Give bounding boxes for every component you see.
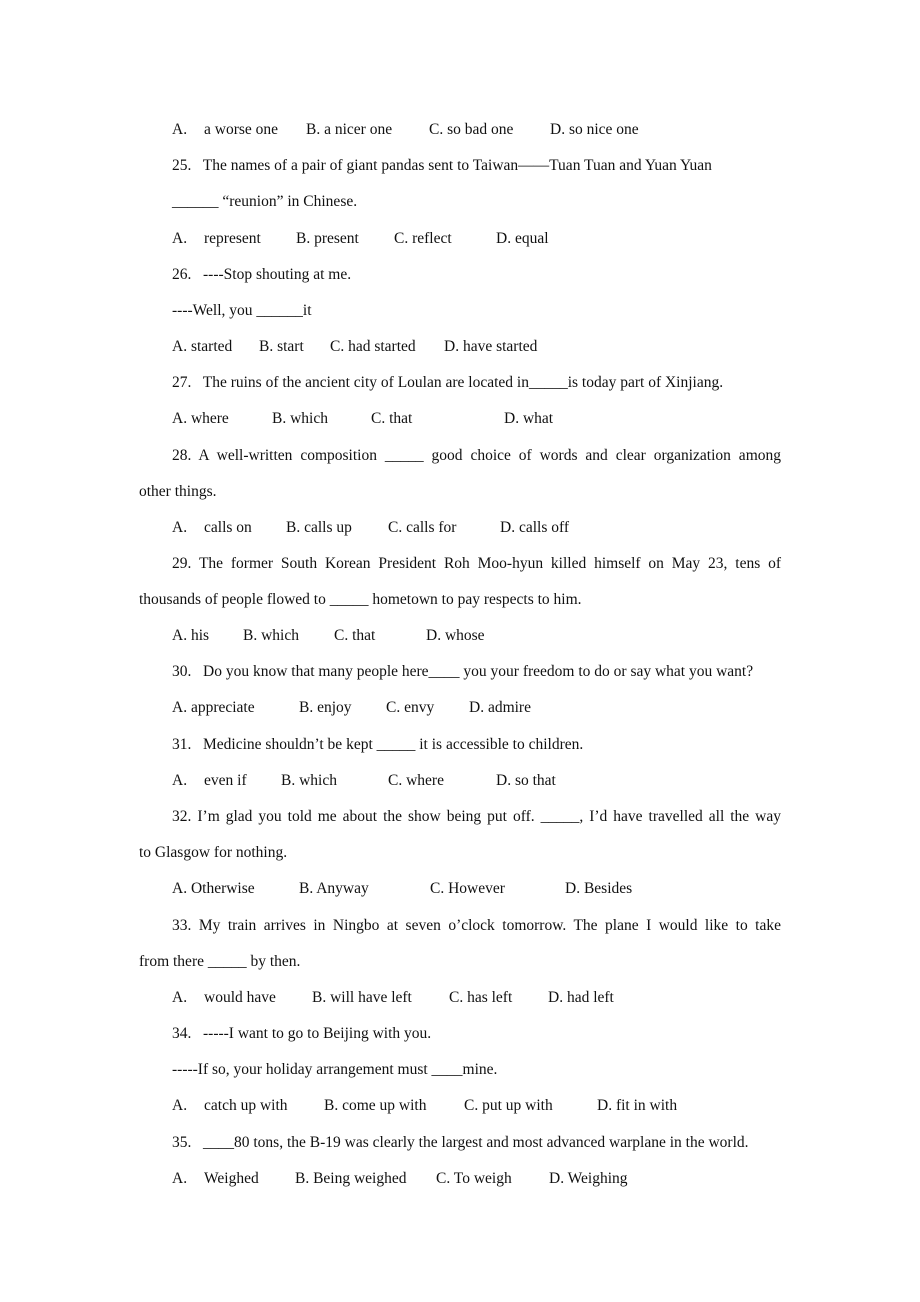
option-c: C. To weigh [436, 1170, 512, 1187]
question-25: 25. The names of a pair of giant pandas sent to Taiwan——Tuan Tuan and Yuan Yuan [172, 157, 712, 174]
option-a: A. started [172, 338, 233, 355]
option-a: A. his [172, 627, 210, 644]
question-27: 27. The ruins of the ancient city of Loulan are located in_____is today part of Xinjiang. [172, 374, 724, 391]
option-a: A. Otherwise [172, 880, 255, 897]
option-b: B. calls up [286, 519, 352, 536]
option-d: D. calls off [500, 519, 570, 536]
question-29-cont: thousands of people flowed to _____ hometown to pay respects to him. [139, 591, 582, 608]
option-b: B. a nicer one [306, 121, 393, 138]
question-32-cont: to Glasgow for nothing. [139, 844, 288, 861]
question-33: 33. My train arrives in Ningbo at seven o’clock tomorrow. The plane I would like to take [172, 917, 781, 934]
option-c: C. However [430, 880, 505, 897]
option-d: D. what [504, 410, 554, 427]
option-a-label: A. [172, 989, 188, 1006]
option-d: D. so that [496, 772, 556, 789]
option-a: represent [204, 230, 261, 247]
question-28-cont: other things. [139, 483, 217, 500]
option-a-label: A. [172, 1170, 188, 1187]
option-a: catch up with [204, 1097, 288, 1114]
option-c: C. has left [449, 989, 513, 1006]
option-a: would have [204, 989, 276, 1006]
option-b: B. Anyway [299, 880, 369, 897]
option-c: C. calls for [388, 519, 457, 536]
question-30: 30. Do you know that many people here____ you your freedom to do or say what you want? [172, 663, 754, 680]
question-32: 32. I’m glad you told me about the show being put off. _____, I’d have travelled all the way [172, 808, 781, 825]
question-31: 31. Medicine shouldn’t be kept _____ it is accessible to children. [172, 736, 584, 753]
option-b: B. come up with [324, 1097, 427, 1114]
option-c: C. envy [386, 699, 435, 716]
question-34: 34. -----I want to go to Beijing with you. [172, 1025, 432, 1042]
option-a: Weighed [204, 1170, 259, 1187]
option-a-label: A. [172, 121, 188, 138]
option-a: A. where [172, 410, 229, 427]
option-c: C. that [371, 410, 413, 427]
option-d: D. so nice one [550, 121, 639, 138]
option-c: C. reflect [394, 230, 452, 247]
option-b: B. Being weighed [295, 1170, 407, 1187]
option-d: D. admire [469, 699, 531, 716]
question-34-cont: -----If so, your holiday arrangement must ____mine. [172, 1061, 498, 1078]
question-26-cont: ----Well, you ______it [172, 302, 312, 319]
option-a: even if [204, 772, 247, 789]
option-c: C. so bad one [429, 121, 514, 138]
option-b: B. enjoy [299, 699, 352, 716]
question-25-cont: ______ “reunion” in Chinese. [172, 193, 358, 210]
question-29: 29. The former South Korean President Roh Moo-hyun killed himself on May 23, tens of [172, 555, 781, 572]
option-b: B. will have left [312, 989, 412, 1006]
option-a: a worse one [204, 121, 279, 138]
option-b: B. which [272, 410, 328, 427]
option-a-label: A. [172, 772, 188, 789]
option-d: D. fit in with [597, 1097, 678, 1114]
option-c: C. that [334, 627, 376, 644]
option-d: D. Weighing [549, 1170, 628, 1187]
option-d: D. had left [548, 989, 614, 1006]
option-a: A. appreciate [172, 699, 255, 716]
question-35: 35. ____80 tons, the B-19 was clearly the largest and most advanced warplane in the world. [172, 1134, 749, 1151]
option-c: C. where [388, 772, 444, 789]
option-c: C. put up with [464, 1097, 553, 1114]
option-b: B. start [259, 338, 304, 355]
option-d: D. equal [496, 230, 549, 247]
option-b: B. which [243, 627, 299, 644]
option-d: D. have started [444, 338, 538, 355]
option-b: B. which [281, 772, 337, 789]
question-26: 26. ----Stop shouting at me. [172, 266, 352, 283]
option-a: calls on [204, 519, 252, 536]
question-33-cont: from there _____ by then. [139, 953, 301, 970]
option-c: C. had started [330, 338, 416, 355]
question-28: 28. A well-written composition _____ good choice of words and clear organization among [172, 447, 781, 464]
option-a-label: A. [172, 230, 188, 247]
option-d: D. whose [426, 627, 485, 644]
option-d: D. Besides [565, 880, 633, 897]
option-a-label: A. [172, 519, 188, 536]
option-a-label: A. [172, 1097, 188, 1114]
option-b: B. present [296, 230, 359, 247]
